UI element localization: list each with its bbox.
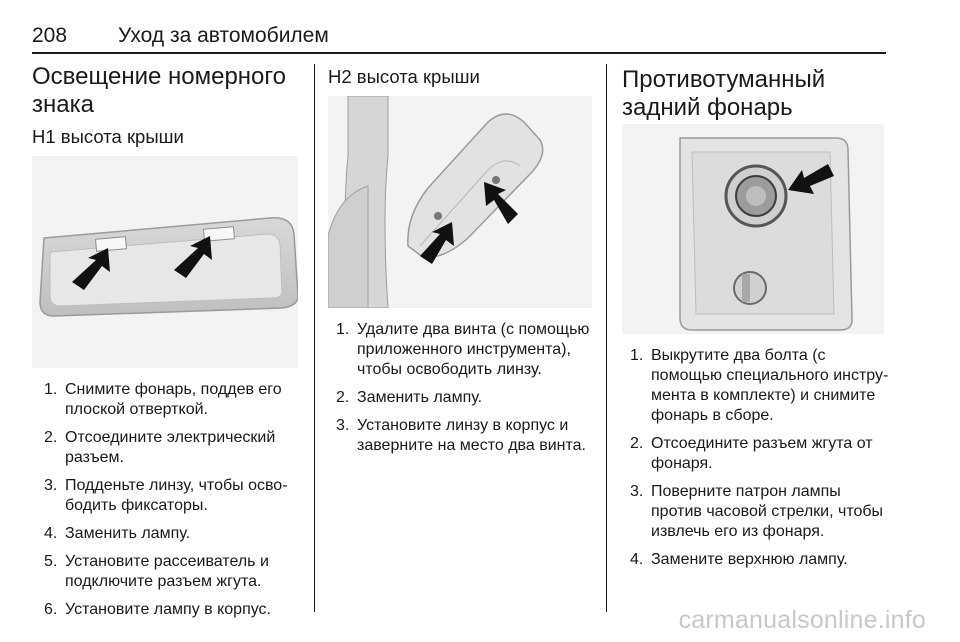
step-number: 1. xyxy=(630,347,644,364)
list-item xyxy=(630,550,892,570)
step-number: 4. xyxy=(630,551,644,568)
section-title-rear-fog-light xyxy=(622,66,892,122)
list-item xyxy=(44,428,304,468)
subtitle-h1-roof xyxy=(32,126,184,148)
list-item xyxy=(630,434,892,474)
list-item xyxy=(44,524,304,544)
step-text: Установите рассеиватель и подключите разъем жгута. xyxy=(65,553,269,590)
h2-lamp-illustration xyxy=(328,96,592,308)
step-number: 6. xyxy=(44,601,58,618)
list-item xyxy=(336,388,598,408)
list-item xyxy=(44,476,304,516)
figure-rear-fog-lamp xyxy=(622,124,884,334)
step-text: Выкрутите два болта (с помощью специального инстру-мента в комплекте) и снимите фонарь в сборе. xyxy=(651,347,889,424)
step-number: 2. xyxy=(336,389,350,406)
list-item xyxy=(44,552,304,592)
step-number: 5. xyxy=(44,553,58,570)
step-text: Поверните патрон лампы против часовой стрелки, чтобы извлечь его из фонаря. xyxy=(651,483,884,540)
step-number: 3. xyxy=(336,417,350,434)
step-text: Замените верхнюю лампу. xyxy=(651,551,848,568)
step-number: 3. xyxy=(630,483,644,500)
list-item xyxy=(630,346,892,426)
list-item xyxy=(630,482,892,542)
step-text: Отсоедините электрический разъем. xyxy=(65,429,276,466)
figure-license-plate-lamp xyxy=(32,156,298,368)
list-item xyxy=(44,380,304,420)
column-divider-2 xyxy=(606,64,607,612)
page-number: 208 xyxy=(32,24,68,47)
heading-license-plate-light: Освещение номерного знака xyxy=(32,63,286,118)
subtitle-text: H1 высота крыши xyxy=(32,126,184,147)
chapter-title: Уход за автомобилем xyxy=(118,24,329,47)
fog-lamp-illustration xyxy=(622,124,884,334)
step-number: 3. xyxy=(44,477,58,494)
list-item xyxy=(44,600,304,620)
header-rule xyxy=(32,52,886,54)
watermark: carmanualsonline.info xyxy=(678,606,926,634)
heading-rear-fog-light: Противотуманный задний фонарь xyxy=(622,66,826,121)
step-text: Отсоедините разъем жгута от фонаря. xyxy=(651,435,873,472)
list-item xyxy=(336,320,598,380)
step-text: Подденьте линзу, чтобы осво-бодить фиксаторы. xyxy=(65,477,288,514)
page-header xyxy=(32,24,329,48)
column-divider-1 xyxy=(314,64,315,612)
step-number: 1. xyxy=(336,321,350,338)
license-plate-lamp-illustration xyxy=(32,156,298,368)
step-text: Установите лампу в корпус. xyxy=(65,601,271,618)
steps-list-h1 xyxy=(44,380,304,628)
steps-list-h2 xyxy=(336,320,598,464)
list-item xyxy=(336,416,598,456)
section-title-license-plate-light xyxy=(32,63,302,119)
step-number: 2. xyxy=(630,435,644,452)
steps-list-fog xyxy=(630,346,892,578)
subtitle-h2-roof xyxy=(328,66,480,88)
step-text: Снимите фонарь, поддев его плоской отверткой. xyxy=(65,381,282,418)
step-text: Заменить лампу. xyxy=(65,525,191,542)
figure-h2-lamp xyxy=(328,96,592,308)
subtitle-text: H2 высота крыши xyxy=(328,66,480,87)
step-text: Заменить лампу. xyxy=(357,389,483,406)
step-number: 2. xyxy=(44,429,58,446)
step-text: Установите линзу в корпус и заверните на место два винта. xyxy=(357,417,586,454)
step-text: Удалите два винта (с помощью приложенного инструмента), чтобы освободить линзу. xyxy=(357,321,590,378)
step-number: 1. xyxy=(44,381,58,398)
step-number: 4. xyxy=(44,525,58,542)
